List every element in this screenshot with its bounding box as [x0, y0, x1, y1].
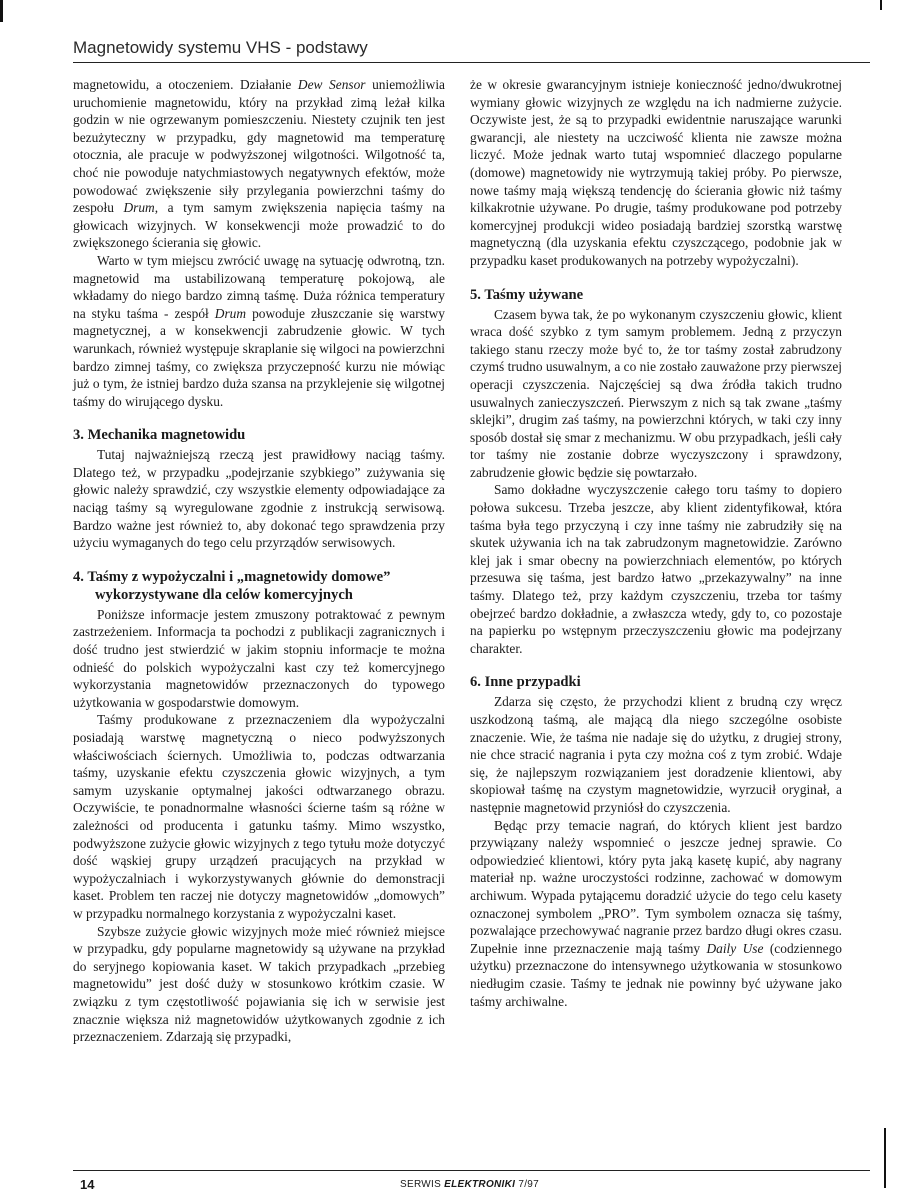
running-header: Magnetowidy systemu VHS - podstawy: [73, 38, 368, 57]
paragraph: Zdarza się często, że przychodzi klient z brudną czy wręcz uszkodzoną taśmą, ale mającą dla niego szczególne osobiste znaczenie. Wie, że taśma nie nadaje się do użytku, z drugiej strony, nie chce stracić nagrania i pyta czy można coś z tym zrobić. Wdaje się, że najlepszym rozwiązaniem jest doradzenie klientowi, aby skopiował taśmę na czystym magnetowidzie, wyrzucił oryginał, a następnie magnetowid przyniósł do czyszczenia.: [470, 694, 842, 815]
section-heading-4: 4. Taśmy z wypożyczalni i „magnetowidy domowe” wykorzystywane dla celów komercyjnych: [73, 568, 391, 603]
paragraph: magnetowidu, a otoczeniem. Działanie Dew Sensor uniemożliwia uruchomienie magnetowidu, który na przykład zimą leżał kilka godzin w nie ogrzewanym pomieszczeniu. Niestety czujnik ten jest bezużyteczny w przypadku, gdy magnetowid ma temperaturę otocznia, ale pracuje w podwyższonej wilgotności. Wilgotność ta, choć nie powoduje natychmiastowych negatywnych efektów, może powodować zwiększenie siły przylegania powierzchni taśmy do zespołu Drum, a tym samym zwiększenia napięcia taśmy na głowicach wizyjnych. W konsekwencji może prowadzić to do zwiększonego ścierania się głowic.: [73, 77, 445, 251]
paragraph: że w okresie gwarancyjnym istnieje konieczność jedno/dwukrotnej wymiany głowic wizyjnych ze względu na ich nadmierne zużycie. Oczywiste jest, że są to przypadki ewidentnie naruszające warunki gwarancji, ale niestety na uczciwość klienta nie zawsze można liczyć. Może jednak warto tutaj wspomnieć dlaczego popularne (domowe) magnetowidy nie wytrzymują takiej próby. Po pierwsze, nowe taśmy mają większą tendencję do ścierania głowic niż taśmy kilkakrotnie używane. Po drugie, taśmy produkowane pod potrzeby komercyjnej produkcji wideo posiadają bardziej szorstką warstwę magnetyczną (dla uzyskania efektu czyszczącego, podobnie jak w przypadku kaset produkowanych na potrzeby wypożyczalni).: [470, 77, 842, 268]
scan-edge-mark-right: [884, 1128, 886, 1188]
footer-divider: [73, 1170, 870, 1171]
section-heading-6: 6. Inne przypadki: [470, 674, 581, 691]
publication-brand: ELEKTRONIKI: [444, 1179, 516, 1190]
paragraph: Będąc przy temacie nagrań, do których klient jest bardzo przywiązany należy wspomnieć o jeszcze jednej sprawie. Co odpowiedzieć klientowi, który pyta jaką kasetę kupić, aby nagrany materiał np. ważne uroczystości rodzinne, zachować w domowym archiwum. Wypada pytającemu doradzić użycie do tego celu kasety oznaczonej symbolem „PRO”. Tym symbolem oznacza się taśmy, pozwalające przechowywać nagranie przez bardzo długi okres czasu. Zupełnie inne przeznaczenie mają taśmy Daily Use (codziennego użytku) przeznaczone do intensywnego użytkowania w stosunkowo niedługim czasie. Taśmy te jednak nie powinny być używane jako taśmy archiwalne.: [470, 817, 842, 1009]
section-heading-3: 3. Mechanika magnetowidu: [73, 427, 246, 444]
page-number: 14: [80, 1177, 95, 1192]
header-divider: [73, 62, 870, 63]
paragraph: Tutaj najważniejszą rzeczą jest prawidłowy naciąg taśmy. Dlatego też, w przypadku „podejrzanie szybkiego” zużywania się głowic należy sprawdzić, czy wszystkie elementy odpowiadające za naciąg taśmy są wyregulowane zgodnie z instrukcją serwisową. Bardzo ważne jest również to, aby dokonać tego sprawdzenia przy użyciu wymaganych do tego celu przyrządów serwisowych.: [73, 447, 445, 551]
paragraph: Poniższe informacje jestem zmuszony potraktować z pewnym zastrzeżeniem. Informacja ta pochodzi z publikacji zagranicznych i dość trudno jest stwierdzić w jakim stopniu informacje te można odnieść do polskich wypożyczalni kast czy też komercyjnego wykorzystania magnetowidów przeznaczonych do typowego użytkowania w gospodarstwie domowym.: [73, 606, 445, 710]
publication-info: SERWIS ELEKTRONIKI 7/97: [400, 1179, 539, 1190]
section-heading-5: 5. Taśmy używane: [470, 286, 584, 303]
paragraph: Szybsze zużycie głowic wizyjnych może mieć również miejsce w przypadku, gdy popularne magnetowidy są używane na przykład do seryjnego kopiowania kaset. W takich przypadkach „przebieg magnetowidu” jest dość duży w stosunkowo krótkim czasie. W związku z tym częstotliwość pojawiania się ich w serwisie jest znacznie większa niż magnetowidów użytkowanych zgodnie z ich przeznaczeniem. Zdarzają się przypadki,: [73, 923, 445, 1045]
paragraph: Taśmy produkowane z przeznaczeniem dla wypożyczalni posiadają warstwę magnetyczną o nieco podwyższonych właściwościach ściernych. Umożliwia to, podczas odtwarzania taśmy, uzyskanie efektu czyszczenia głowic wizyjnych, a tym samym uzyskanie optymalnej jakości odtwarzanego obrazu. Oczywiście, te ponadnormalne własności ścierne taśm są różne w zależności od producenta i gatunku taśmy. Mimo wszystko, podwyższone zużycie głowic wizyjnych z tego tytułu może dotyczyć dość wąskiej grupy urządzeń pracujących na przykład w wypożyczalniach i wykorzystywanych głównie do demonstracji kaset. Problem ten raczej nie dotyczy magnetowidów „domowych” w przypadku normalnego korzystania z wypożyczalni kaset.: [73, 712, 445, 921]
paragraph: Samo dokładne wyczyszczenie całego toru taśmy to dopiero połowa sukcesu. Trzeba jeszcze, aby klient zidentyfikował, która taśma była tego przyczyną i czy inne taśmy nie zabrudziły się na skutek używania ich na tak zabrudzonym magnetowidzie. Zarówno klej jak i smar obecny na powierzchniach elementów, po których przesuwa się taśma, jest bardzo łatwo „przekazywalny” na inne taśmy. Dlatego też, przy każdym czyszczeniu, trzeba tor taśmy obejrzeć bardzo dokładnie, a zwłaszcza wtedy, gdy to, co pozostaje na papierku po wstępnym przeczyszczeniu głowic ma podejrzany charakter.: [470, 482, 842, 656]
paragraph: Warto w tym miejscu zwrócić uwagę na sytuację odwrotną, tzn. magnetowid ma ustabilizowaną temperaturę pokojową, ale wkładamy do niego bardzo zimną taśmę. Duża różnica temperatury na styku taśma - zespół Drum powoduje złuszczanie się warstwy magnetycznej, a w konsekwencji zabrudzenie głowic. W tych warunkach, również występuje skraplanie się wilgoci na powierzchni bardzo zimnej taśmy, co zwiększa przyczepność kurzu nie mówiąc już o tym, że istniej bardzo duża szansa na przyklejenie się wilgotnej taśmy do wirującego dysku.: [73, 252, 445, 409]
right-column: [470, 76, 842, 1010]
scan-edge-mark-top-right: [880, 0, 882, 10]
paragraph: Czasem bywa tak, że po wykonanym czyszczeniu głowic, klient wraca dość szybko z tym samym problemem. Jedną z przyczyn takiego stanu rzeczy może być to, że tor taśmy został zabrudzony czymś trudno usuwalnym, a co nie zostało zauważone przy pierwszej operacji czyszczenia. Najczęściej są dwa źródła takich trudno usuwalnych zanieczyszczeń. Pierwszym z nich są tak zwane „taśmy sklejki”, drugim zaś taśmy, na powierzchni których, w taki czy inny sposób dostał się smar z mechanizmu. W obu przypadkach, jeśli cały tor taśmy nie zostanie dobrze wyczyszczony i sprawdzony, zabrudzenie głowic będzie się powtarzało.: [470, 306, 842, 480]
scan-edge-mark-left: [0, 0, 3, 22]
left-column: [73, 76, 445, 1046]
